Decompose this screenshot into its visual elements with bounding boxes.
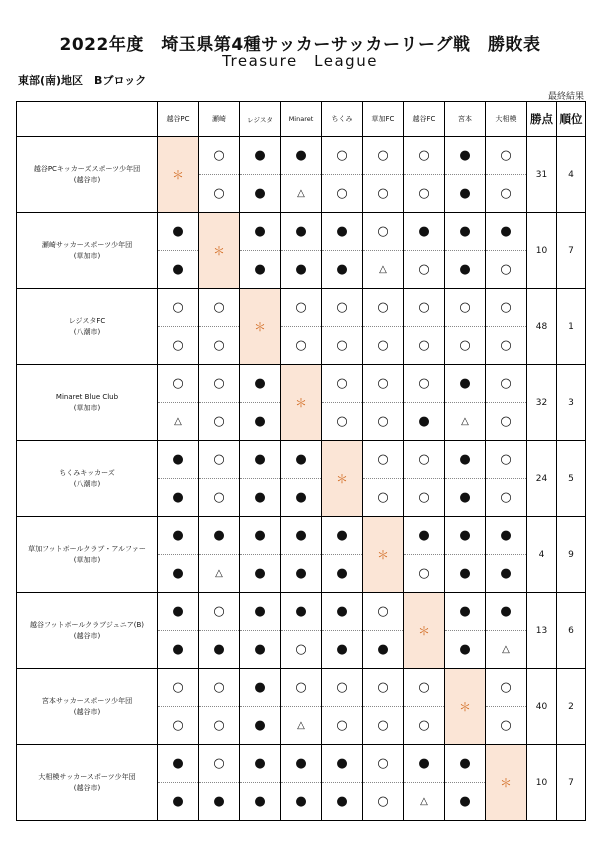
result-cell: ○ <box>158 707 199 745</box>
team-row <box>17 669 586 707</box>
result-cell: ○ <box>322 137 363 175</box>
header-opponent: ちくみ <box>322 102 363 137</box>
team-row <box>17 593 586 631</box>
result-cell: ○ <box>322 327 363 365</box>
result-cell: ○ <box>281 289 322 327</box>
result-cell: ○ <box>281 327 322 365</box>
result-cell: ● <box>363 631 404 669</box>
league-name: Treasure League <box>222 52 378 70</box>
result-cell: ○ <box>486 251 527 289</box>
result-cell: ● <box>445 251 486 289</box>
team-row <box>17 289 586 327</box>
rank-cell: 1 <box>557 289 586 365</box>
result-cell: ○ <box>486 365 527 403</box>
result-cell: ○ <box>363 403 404 441</box>
result-cell: ● <box>240 403 281 441</box>
team-city: (八潮市) <box>73 479 101 488</box>
result-cell: ○ <box>363 137 404 175</box>
header-row <box>17 102 586 137</box>
rank-cell: 6 <box>557 593 586 669</box>
result-cell: ○ <box>445 327 486 365</box>
result-cell: ○ <box>404 175 445 213</box>
result-cell: ● <box>281 555 322 593</box>
page-title: 2022年度 埼玉県第4種サッカーサッカーリーグ戦 勝敗表 <box>59 35 541 55</box>
result-cell: ○ <box>322 707 363 745</box>
result-cell: ● <box>445 517 486 555</box>
result-cell: △ <box>445 403 486 441</box>
result-cell: ● <box>486 593 527 631</box>
team-name-cell <box>17 365 158 441</box>
result-cell: ● <box>322 555 363 593</box>
result-cell: ● <box>281 479 322 517</box>
points-cell: 48 <box>527 289 557 365</box>
result-cell: ○ <box>363 175 404 213</box>
result-cell: ● <box>199 631 240 669</box>
result-cell: ○ <box>363 669 404 707</box>
result-cell: ● <box>158 517 199 555</box>
team-name-cell <box>17 137 158 213</box>
team-name-cell <box>17 441 158 517</box>
result-cell: ● <box>158 213 199 251</box>
team-name: ちくみキッカーズ <box>59 468 115 477</box>
result-cell: △ <box>281 175 322 213</box>
header-opponent: Minaret <box>281 102 322 137</box>
result-cell: ○ <box>199 669 240 707</box>
result-cell: ○ <box>158 327 199 365</box>
points-cell: 13 <box>527 593 557 669</box>
points-cell: 24 <box>527 441 557 517</box>
team-city: (越谷市) <box>73 631 101 640</box>
header-corner <box>17 102 158 137</box>
result-cell: ● <box>158 251 199 289</box>
header-opponent: 越谷PC <box>158 102 199 137</box>
result-cell: ● <box>240 251 281 289</box>
rank-cell: 4 <box>557 137 586 213</box>
result-cell: ● <box>322 517 363 555</box>
result-cell: ● <box>486 555 527 593</box>
team-row <box>17 745 586 783</box>
result-cell: △ <box>199 555 240 593</box>
result-cell: ○ <box>486 137 527 175</box>
result-cell: ● <box>240 175 281 213</box>
rank-cell: 7 <box>557 745 586 821</box>
team-city: (草加市) <box>73 555 101 564</box>
result-cell: ● <box>158 479 199 517</box>
result-cell: ● <box>281 251 322 289</box>
result-cell: ● <box>404 403 445 441</box>
team-row <box>17 441 586 479</box>
points-cell: 31 <box>527 137 557 213</box>
result-cell: ● <box>445 631 486 669</box>
team-name-cell <box>17 517 158 593</box>
result-cell: △ <box>281 707 322 745</box>
rank-cell: 7 <box>557 213 586 289</box>
result-cell: ● <box>404 517 445 555</box>
points-cell: 4 <box>527 517 557 593</box>
result-cell: ○ <box>404 707 445 745</box>
team-row <box>17 213 586 251</box>
team-name-cell <box>17 289 158 365</box>
result-cell: ○ <box>363 289 404 327</box>
block-label: 東部(南)地区 Bブロック <box>18 74 147 87</box>
result-cell: ● <box>404 745 445 783</box>
result-cell: ○ <box>199 441 240 479</box>
result-cell: ● <box>158 441 199 479</box>
result-cell: ● <box>322 213 363 251</box>
result-cell: ○ <box>363 745 404 783</box>
team-name-cell <box>17 669 158 745</box>
team-name: 大相模サッカースポーツ少年団 <box>38 772 136 781</box>
result-cell: ○ <box>486 327 527 365</box>
result-cell: ○ <box>322 175 363 213</box>
result-cell: ○ <box>322 365 363 403</box>
result-cell: ● <box>199 783 240 821</box>
self-match-cell: ＊ <box>158 137 199 213</box>
result-cell: △ <box>486 631 527 669</box>
team-city: (越谷市) <box>73 175 101 184</box>
team-name: 越谷フットボールクラブジュニア(B) <box>29 620 145 629</box>
header-opponent: 瀬崎 <box>199 102 240 137</box>
result-cell: ○ <box>404 289 445 327</box>
rank-cell: 3 <box>557 365 586 441</box>
result-cell: ● <box>281 441 322 479</box>
result-cell: ○ <box>199 327 240 365</box>
self-match-cell: ＊ <box>486 745 527 821</box>
self-match-cell: ＊ <box>445 669 486 745</box>
result-cell: ○ <box>486 707 527 745</box>
result-cell: ● <box>240 707 281 745</box>
result-cell: ● <box>445 213 486 251</box>
team-row <box>17 517 586 555</box>
result-cell: ● <box>445 555 486 593</box>
result-cell: ● <box>281 745 322 783</box>
result-cell: ● <box>281 137 322 175</box>
rank-cell: 2 <box>557 669 586 745</box>
team-name: レジスタFC <box>68 316 106 325</box>
result-cell: ○ <box>363 441 404 479</box>
result-cell: ○ <box>486 669 527 707</box>
final-result-label: 最終結果 <box>547 92 584 102</box>
result-cell: ○ <box>404 441 445 479</box>
result-cell: △ <box>158 403 199 441</box>
points-cell: 32 <box>527 365 557 441</box>
result-cell: △ <box>404 783 445 821</box>
result-cell: ○ <box>363 327 404 365</box>
result-cell: ● <box>486 213 527 251</box>
result-cell: ● <box>404 213 445 251</box>
result-cell: ○ <box>486 289 527 327</box>
result-cell: ● <box>240 783 281 821</box>
self-match-cell: ＊ <box>363 517 404 593</box>
result-cell: ● <box>322 593 363 631</box>
result-cell: ○ <box>199 365 240 403</box>
header-opponent: 大相模 <box>486 102 527 137</box>
result-cell: ○ <box>199 593 240 631</box>
result-cell: ○ <box>404 555 445 593</box>
result-cell: ● <box>240 631 281 669</box>
team-name: Minaret Blue Club <box>55 392 119 401</box>
points-cell: 10 <box>527 745 557 821</box>
result-cell: ○ <box>363 479 404 517</box>
team-city: (八潮市) <box>73 327 101 336</box>
result-cell: ○ <box>486 441 527 479</box>
header-opponent: 草加FC <box>363 102 404 137</box>
result-cell: ● <box>158 745 199 783</box>
result-cell: ○ <box>445 289 486 327</box>
result-cell: ● <box>240 479 281 517</box>
result-cell: ○ <box>199 175 240 213</box>
result-cell: ● <box>240 745 281 783</box>
result-cell: ○ <box>158 365 199 403</box>
result-cell: ○ <box>199 707 240 745</box>
result-cell: ○ <box>199 745 240 783</box>
team-name: 越谷PCキッカーズスポーツ少年団 <box>33 164 141 173</box>
team-name-cell <box>17 213 158 289</box>
result-cell: ● <box>445 593 486 631</box>
result-cell: ○ <box>486 479 527 517</box>
result-cell: ● <box>445 745 486 783</box>
result-cell: ○ <box>158 289 199 327</box>
result-cell: ○ <box>363 707 404 745</box>
header-opponent: 越谷FC <box>404 102 445 137</box>
result-cell: ● <box>199 517 240 555</box>
result-cell: ● <box>281 593 322 631</box>
result-cell: △ <box>363 251 404 289</box>
team-name-cell <box>17 593 158 669</box>
result-cell: ● <box>240 669 281 707</box>
header-opponent: 宮本 <box>445 102 486 137</box>
team-name: 草加フットボールクラブ・アルファー <box>28 544 146 553</box>
result-cell: ● <box>322 631 363 669</box>
result-cell: ○ <box>199 403 240 441</box>
result-cell: ○ <box>363 593 404 631</box>
result-cell: ○ <box>404 669 445 707</box>
result-cell: ● <box>445 137 486 175</box>
result-cell: ○ <box>199 479 240 517</box>
result-cell: ○ <box>322 289 363 327</box>
result-cell: ● <box>281 783 322 821</box>
result-cell: ● <box>158 783 199 821</box>
result-cell: ● <box>445 365 486 403</box>
result-cell: ● <box>322 783 363 821</box>
result-cell: ○ <box>322 403 363 441</box>
result-cell: ○ <box>199 137 240 175</box>
points-cell: 10 <box>527 213 557 289</box>
result-cell: ○ <box>363 213 404 251</box>
result-cell: ● <box>486 517 527 555</box>
result-cell: ● <box>240 555 281 593</box>
team-name: 瀬崎サッカースポーツ少年団 <box>41 240 133 249</box>
result-cell: ○ <box>199 289 240 327</box>
result-cell: ○ <box>486 175 527 213</box>
team-city: (草加市) <box>73 403 101 412</box>
points-cell: 40 <box>527 669 557 745</box>
result-cell: ○ <box>281 669 322 707</box>
result-cell: ○ <box>404 479 445 517</box>
result-cell: ● <box>240 213 281 251</box>
header-points: 勝点 <box>527 102 557 137</box>
results-table <box>16 101 586 821</box>
result-cell: ○ <box>404 251 445 289</box>
self-match-cell: ＊ <box>404 593 445 669</box>
team-name: 宮本サッカースポーツ少年団 <box>41 696 133 705</box>
result-cell: ○ <box>486 403 527 441</box>
result-cell: ● <box>240 365 281 403</box>
result-cell: ○ <box>363 783 404 821</box>
result-cell: ○ <box>158 669 199 707</box>
result-cell: ○ <box>322 669 363 707</box>
result-cell: ● <box>281 517 322 555</box>
rank-cell: 9 <box>557 517 586 593</box>
header-opponent: レジスタ <box>240 102 281 137</box>
self-match-cell: ＊ <box>240 289 281 365</box>
rank-cell: 5 <box>557 441 586 517</box>
self-match-cell: ＊ <box>281 365 322 441</box>
team-row <box>17 365 586 403</box>
result-cell: ○ <box>404 327 445 365</box>
result-cell: ● <box>322 251 363 289</box>
self-match-cell: ＊ <box>322 441 363 517</box>
result-cell: ○ <box>363 365 404 403</box>
team-city: (越谷市) <box>73 783 101 792</box>
result-cell: ● <box>240 137 281 175</box>
header-rank: 順位 <box>557 102 586 137</box>
result-cell: ● <box>158 631 199 669</box>
result-cell: ● <box>240 441 281 479</box>
result-cell: ● <box>281 213 322 251</box>
team-row <box>17 137 586 175</box>
result-cell: ● <box>445 441 486 479</box>
result-cell: ● <box>240 593 281 631</box>
result-cell: ● <box>445 479 486 517</box>
team-name-cell <box>17 745 158 821</box>
result-cell: ● <box>158 555 199 593</box>
result-cell: ○ <box>281 631 322 669</box>
result-cell: ● <box>445 783 486 821</box>
self-match-cell: ＊ <box>199 213 240 289</box>
result-cell: ● <box>240 517 281 555</box>
result-cell: ● <box>445 175 486 213</box>
result-cell: ○ <box>404 137 445 175</box>
result-cell: ○ <box>404 365 445 403</box>
result-cell: ● <box>158 593 199 631</box>
team-city: (草加市) <box>73 251 101 260</box>
result-cell: ● <box>322 745 363 783</box>
team-city: (越谷市) <box>73 707 101 716</box>
